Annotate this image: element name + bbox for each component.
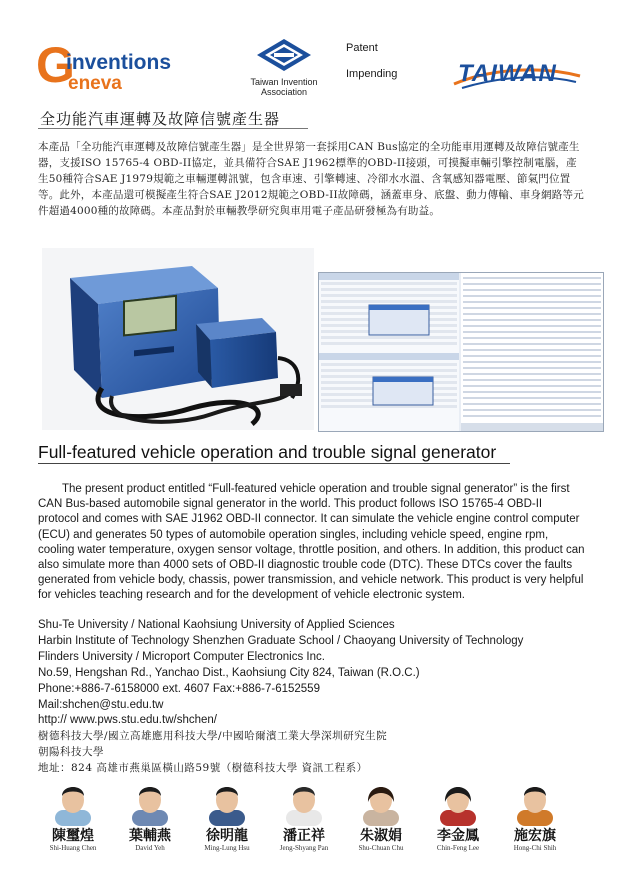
contact-phone: Phone:+886-7-6158000 ext. 4607 Fax:+886-7-6152559 [38, 682, 320, 695]
taiwan-invention-association-logo [246, 38, 322, 97]
team-member [112, 780, 188, 853]
contact-line-zh: 朝陽科技大學 [38, 746, 104, 759]
logo-inventions-word: inventions [66, 51, 172, 74]
team-member [189, 780, 265, 853]
inventions-geneva-logo [36, 38, 176, 96]
taiwan-wordmark: TAIWAN [458, 60, 557, 87]
en-description [38, 482, 586, 604]
patent-line: Patent [346, 42, 378, 54]
team-member [343, 780, 419, 853]
contact-address: No.59, Hengshan Rd., Yanchao Dist., Kaohsiung City 824, Taiwan (R.O.C.) [38, 666, 420, 679]
en-description-text: The present product entitled “Full-featured vehicle operation and trouble signal generator” is the first CAN Bus-based automobile signal generator in the world. This product follows ISO 15765-4 OBD-II protocol and comes with SAE J1962 OBD-II connector. It can simulate the vehicle engine control computer (ECU) and generates 50 types of automobile operation singles, including vehicle speed, engine rpm, cooling water temperature, oxygen sensor voltage, throttle position, and others. In addition, this product can also simulate more than 4000 sets of OBD-II diagnostic trouble code (DTC). These DTCs cover the faults generated from vehicle body, chassis, power transmission, and vehicle network. This product is very helpful for vehicles teaching research and for the development of vehicle electronic system. [38, 483, 585, 602]
contact-line: Flinders University / Microport Computer Electronics Inc. [38, 650, 325, 663]
software-screenshots [318, 272, 604, 432]
member-name-zh: 陳璽煌 [52, 828, 94, 844]
team-member [266, 780, 342, 853]
member-name-zh: 徐明龍 [206, 828, 248, 844]
member-name-en: Hong-Chi Shih [513, 844, 557, 852]
team-member [35, 780, 111, 853]
logo-geneva-word: eneva [68, 73, 122, 94]
taiwan-logo [452, 54, 582, 92]
member-name-zh: 潘正祥 [283, 828, 325, 844]
contact-address-zh: 地址：824 高雄市燕巢區橫山路59號（樹德科技大學 資訊工程系） [38, 762, 368, 775]
contact-line-zh: 樹德科技大學/國立高雄應用科技大學/中國哈爾濱工業大學深圳研究生院 [38, 730, 388, 743]
portrait [359, 780, 403, 826]
contact-line: Shu-Te University / National Kaohsiung University of Applied Sciences [38, 619, 395, 631]
portrait [282, 780, 326, 826]
member-name-zh: 李金鳳 [437, 828, 479, 844]
portrait [128, 780, 172, 826]
product-photo [42, 248, 314, 430]
zh-title-rule [38, 128, 308, 129]
contact-block [38, 618, 598, 777]
member-name-en: Shi-Huang Chen [49, 844, 97, 852]
member-name-en: Jeng-Shyang Pan [279, 844, 329, 852]
portrait [51, 780, 95, 826]
member-name-zh: 葉輔燕 [129, 828, 171, 844]
association-label: Taiwan Invention Association [250, 77, 318, 97]
member-name-zh: 施宏旗 [514, 828, 556, 844]
zh-description: 本產品「全功能汽車運轉及故障信號產生器」是全世界第一套採用CAN Bus協定的全功能車用運轉及故障信號產生器，支援ISO 15765-4 OBD-II協定，並具備符合SAE J1962標準的OBD-II接頭，可摸擬車輛引擎控制電腦，產生50種符合SAE J1979規範之車輛運轉訊號，包含車速、引擎轉速、冷卻水水溫、含氧感知器電壓、節氣門位置等。此外，本產品還可模擬產生符合SAE J2012規範之OBD-II故障碼，涵蓋車身、底盤、動力傳輸、車身網路等元件超過4000種的故障碼。本產品對於車輛教學研究與車用電子產品研發極為有助益。 [38, 141, 584, 217]
member-name-en: Chin-Feng Lee [436, 844, 480, 852]
member-name-en: David Yeh [135, 844, 165, 852]
association-emblem-icon [256, 38, 312, 72]
en-title: Full-featured vehicle operation and trouble signal generator [38, 442, 497, 462]
logo-g: G [36, 37, 75, 93]
contact-website[interactable]: http:// www.pws.stu.edu.tw/shchen/ [38, 714, 217, 727]
patent-status [346, 40, 397, 82]
impending-line: Impending [346, 68, 398, 80]
screenshot-illustration [319, 273, 603, 431]
portrait [513, 780, 557, 826]
contact-email[interactable]: Mail:shchen@stu.edu.tw [38, 698, 164, 711]
portrait [436, 780, 480, 826]
contact-line: Harbin Institute of Technology Shenzhen Graduate School / Chaoyang University of Technology [38, 634, 524, 647]
member-name-en: Shu-Chuan Chu [358, 844, 404, 852]
team-member [420, 780, 496, 853]
zh-title: 全功能汽車運轉及故障信號產生器 [40, 110, 281, 128]
en-title-rule [38, 463, 510, 464]
device-illustration [42, 248, 314, 430]
team-member [497, 780, 573, 853]
portrait [205, 780, 249, 826]
member-name-en: Ming-Lung Hsu [204, 844, 250, 852]
member-name-zh: 朱淑娟 [360, 828, 402, 844]
